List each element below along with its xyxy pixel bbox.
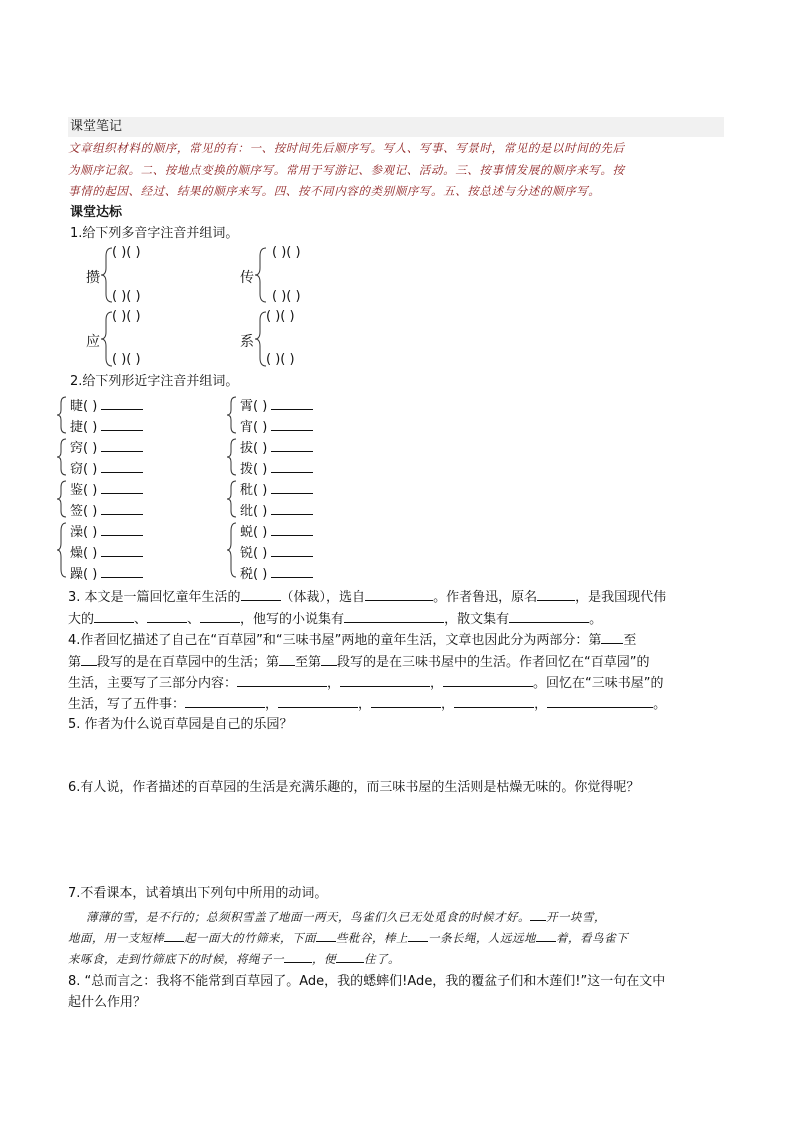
q4-text: 。 [653, 697, 667, 712]
q2-paren[interactable]: ( ) [253, 420, 268, 435]
q2-paren[interactable]: ( ) [83, 483, 98, 498]
q7-text: ，便 [312, 952, 336, 966]
q2-blank[interactable] [271, 417, 313, 431]
q7-text: 住了。 [364, 952, 400, 966]
q7-instruction: 7.不看课本，试着填出下列句中所用的动词。 [68, 886, 328, 901]
q4-text: 。回忆在“三味书屋”的 [533, 676, 664, 691]
q6-question: 6.有人说，作者描述的百草园的生活是充满乐趣的，而三味书屋的生活则是枯燥无味的。你觉得呢？ [68, 780, 640, 795]
q2-char: 躁 [70, 567, 84, 582]
q1-xi-slot-1[interactable]: ( )( ) [266, 309, 295, 324]
q1-zan-slot-2[interactable]: ( )( ) [112, 289, 141, 304]
q7-text: 一条长绳，人远远地 [428, 931, 536, 945]
q4-text: 段写的是在百草园中的生活；第 [97, 655, 280, 670]
q4-line-3 [68, 673, 728, 692]
q7-text: 来啄食，走到竹筛底下的时候，将绳子一 [68, 952, 284, 966]
q7-passage-line-3 [68, 950, 728, 967]
q2-row [240, 543, 313, 562]
q3-blank-name[interactable] [537, 587, 575, 601]
q3-blank-genre[interactable] [241, 587, 281, 601]
q7-blank[interactable] [530, 908, 546, 921]
q7-text: 些秕谷，棒上 [336, 931, 408, 945]
q7-blank[interactable] [336, 950, 364, 963]
q2-instruction: 2.给下列形近字注音并组词。 [70, 374, 239, 389]
q3-text: （体裁），选自 [280, 590, 366, 605]
q2-row [240, 438, 313, 457]
q8-line-1: 8. “总而言之：我将不能常到百草园了。Ade，我的蟋蟀们!Ade，我的覆盆子们和木莲们!”这一句在文中 [68, 974, 666, 989]
q2-blank[interactable] [271, 543, 313, 557]
q4-blank[interactable] [279, 652, 295, 666]
q2-char: 燥 [70, 546, 84, 561]
q2-char: 拔 [240, 441, 254, 456]
q3-text: 。 [589, 612, 603, 627]
brace-icon [56, 395, 68, 435]
q2-char: 澡 [70, 525, 84, 540]
q2-blank[interactable] [101, 522, 143, 536]
q4-text: ， [441, 697, 455, 712]
q2-blank[interactable] [271, 564, 313, 578]
q2-paren[interactable]: ( ) [253, 525, 268, 540]
q3-text: 。作者鲁迅，原名 [433, 590, 538, 605]
notes-line-3: 事情的起因、经过、结果的顺序来写。四、按不同内容的类别顺序写。五、按总述与分述的顺序写。 [68, 184, 601, 198]
q2-blank[interactable] [271, 438, 313, 452]
q2-blank[interactable] [271, 459, 313, 473]
q2-char: 秕 [240, 483, 254, 498]
q1-ying-slot-2[interactable]: ( )( ) [112, 352, 141, 367]
q4-text: 生活，写了五件事： [68, 697, 186, 712]
q2-char: 蜕 [240, 525, 254, 540]
q2-char: 窍 [70, 441, 84, 456]
q1-chuan-slot-1[interactable]: ( )( ) [272, 245, 301, 260]
q7-blank[interactable] [316, 929, 336, 942]
q2-row [240, 480, 313, 499]
q4-blank[interactable] [371, 694, 441, 708]
q2-paren[interactable]: ( ) [253, 399, 268, 414]
q4-line-2 [68, 652, 728, 671]
q2-char: 霄 [240, 399, 254, 414]
notes-line-2: 为顺序记叙。二、按地点变换的顺序写。常用于写游记、参观记、活动。三、按事情发展的顺序来写。按 [68, 163, 625, 177]
q2-paren[interactable]: ( ) [83, 504, 98, 519]
q7-passage-line-2 [68, 929, 728, 946]
q2-blank[interactable] [101, 480, 143, 494]
q2-blank[interactable] [271, 396, 313, 410]
q4-text: 4.作者回忆描述了自己在“百草园”和“三味书屋”两地的童年生活，文章也因此分为两部分：第 [68, 633, 602, 648]
q2-paren[interactable]: ( ) [253, 504, 268, 519]
q2-paren[interactable]: ( ) [83, 441, 98, 456]
brace-icon [226, 437, 238, 477]
q1-zan-slot-1[interactable]: ( )( ) [112, 245, 141, 260]
q3-blank-source[interactable] [365, 587, 433, 601]
q4-text: ， [327, 676, 341, 691]
q3-line-1 [68, 587, 728, 606]
q2-char: 窃 [70, 462, 84, 477]
q2-blank[interactable] [101, 417, 143, 431]
q3-text: ，他写的小说集有 [240, 612, 345, 627]
brace-icon [226, 395, 238, 435]
q2-paren[interactable]: ( ) [253, 462, 268, 477]
q2-char: 宵 [240, 420, 254, 435]
q2-char: 纰 [240, 504, 254, 519]
q2-row [240, 522, 313, 541]
brace-icon [226, 521, 238, 579]
q2-row [70, 459, 143, 478]
q2-blank[interactable] [101, 501, 143, 515]
q2-paren[interactable]: ( ) [83, 546, 98, 561]
q2-row [70, 417, 143, 436]
q1-ying-slot-1[interactable]: ( )( ) [112, 309, 141, 324]
q4-text: ， [534, 697, 548, 712]
q2-paren[interactable]: ( ) [83, 399, 98, 414]
q2-row [70, 522, 143, 541]
q2-row [240, 396, 313, 415]
q1-char-chuan: 传 [240, 270, 254, 286]
q2-row [240, 459, 313, 478]
q8-line-2: 起什么作用？ [68, 995, 147, 1010]
q4-text: ， [358, 697, 372, 712]
q2-paren[interactable]: ( ) [253, 441, 268, 456]
q4-blank[interactable] [278, 694, 358, 708]
q7-blank[interactable] [408, 929, 428, 942]
q2-char: 捷 [70, 420, 84, 435]
q3-blank-title-1[interactable] [94, 609, 134, 623]
notes-title: 课堂笔记 [70, 119, 123, 134]
q3-text: ，是我国现代伟 [575, 590, 667, 605]
q2-row [240, 417, 313, 436]
brace-icon [56, 521, 68, 579]
q4-text: ， [430, 676, 444, 691]
q7-text: 地面，用一支短棒 [68, 931, 164, 945]
q4-blank[interactable] [547, 694, 653, 708]
q4-blank[interactable] [340, 673, 430, 687]
q2-paren[interactable]: ( ) [83, 525, 98, 540]
q2-char: 拨 [240, 462, 254, 477]
q4-line-1 [68, 630, 728, 649]
q4-text: 段写的是在三味书屋中的生活。作者回忆在“百草园”的 [337, 655, 650, 670]
notes-header-bar [68, 117, 724, 137]
q3-text: 大的 [68, 612, 95, 627]
q4-text: 至第 [295, 655, 322, 670]
q1-char-xi: 系 [240, 334, 254, 350]
q4-blank[interactable] [81, 652, 97, 666]
q2-row [70, 564, 143, 583]
q7-text: 薄薄的雪，是不行的；总须积雪盖了地面一两天，鸟雀们久已无处觅食的时候才好。 [86, 910, 530, 924]
q2-blank[interactable] [101, 543, 143, 557]
q2-paren[interactable]: ( ) [253, 567, 268, 582]
q2-paren[interactable]: ( ) [83, 462, 98, 477]
q3-blank-essays[interactable] [509, 609, 589, 623]
q3-text: ，散文集有 [444, 612, 510, 627]
q7-blank[interactable] [536, 929, 556, 942]
q2-row [70, 438, 143, 457]
q4-blank[interactable] [237, 673, 327, 687]
notes-line-1: 文章组织材料的顺序，常见的有：一、按时间先后顺序写。写人、写事、写景时，常见的是以时间的先后 [68, 141, 625, 155]
q7-text: 起一面大的竹筛来，下面 [184, 931, 316, 945]
q3-blank-title-3[interactable] [200, 609, 240, 623]
q2-row [240, 564, 313, 583]
q1-char-ying: 应 [86, 334, 100, 350]
q2-char: 锐 [240, 546, 254, 561]
q3-blank-title-2[interactable] [147, 609, 187, 623]
q2-blank[interactable] [271, 522, 313, 536]
q2-row [70, 501, 143, 520]
q7-blank[interactable] [284, 950, 312, 963]
q2-blank[interactable] [101, 564, 143, 578]
q2-char: 鉴 [70, 483, 84, 498]
q1-chuan-slot-2[interactable]: ( )( ) [272, 289, 301, 304]
q3-text: 3. 本文是一篇回忆童年生活的 [68, 590, 241, 605]
q7-text: 开一块雪， [546, 910, 606, 924]
q4-blank[interactable] [443, 673, 533, 687]
q4-line-4 [68, 694, 728, 713]
q3-text: 、 [134, 612, 148, 627]
q5-question: 5. 作者为什么说百草园是自己的乐园？ [68, 717, 293, 732]
q2-row [70, 480, 143, 499]
q4-text: 第 [68, 655, 82, 670]
q4-blank[interactable] [454, 694, 534, 708]
brace-icon [56, 479, 68, 519]
q4-text: 生活，主要写了三部分内容： [68, 676, 238, 691]
q2-paren[interactable]: ( ) [83, 567, 98, 582]
q2-paren[interactable]: ( ) [253, 546, 268, 561]
q1-instruction: 1.给下列多音字注音并组词。 [70, 226, 239, 241]
practice-title: 课堂达标 [70, 205, 123, 220]
q2-blank[interactable] [271, 501, 313, 515]
q2-row [70, 543, 143, 562]
q7-passage-line-1 [68, 908, 728, 925]
q4-text: ， [265, 697, 279, 712]
q2-char: 签 [70, 504, 84, 519]
q2-blank[interactable] [271, 480, 313, 494]
brace-icon [254, 246, 268, 304]
q1-char-zan: 攒 [86, 270, 100, 286]
q7-blank[interactable] [164, 929, 184, 942]
q3-blank-novels[interactable] [344, 609, 444, 623]
brace-icon [226, 479, 238, 519]
q4-blank[interactable] [321, 652, 337, 666]
q4-text: 至 [623, 633, 637, 648]
q2-row [240, 501, 313, 520]
q4-blank[interactable] [185, 694, 265, 708]
q2-paren[interactable]: ( ) [253, 483, 268, 498]
q2-char: 税 [240, 567, 254, 582]
q7-text: 着，看鸟雀下 [556, 931, 628, 945]
q1-xi-slot-2[interactable]: ( )( ) [266, 352, 295, 367]
q4-blank[interactable] [601, 630, 623, 644]
q2-blank[interactable] [101, 438, 143, 452]
brace-icon [56, 437, 68, 477]
q2-blank[interactable] [101, 396, 143, 410]
q3-line-2 [68, 609, 728, 628]
q2-blank[interactable] [101, 459, 143, 473]
q3-text: 、 [187, 612, 201, 627]
q2-row [70, 396, 143, 415]
q2-char: 睫 [70, 399, 84, 414]
q2-paren[interactable]: ( ) [83, 420, 98, 435]
